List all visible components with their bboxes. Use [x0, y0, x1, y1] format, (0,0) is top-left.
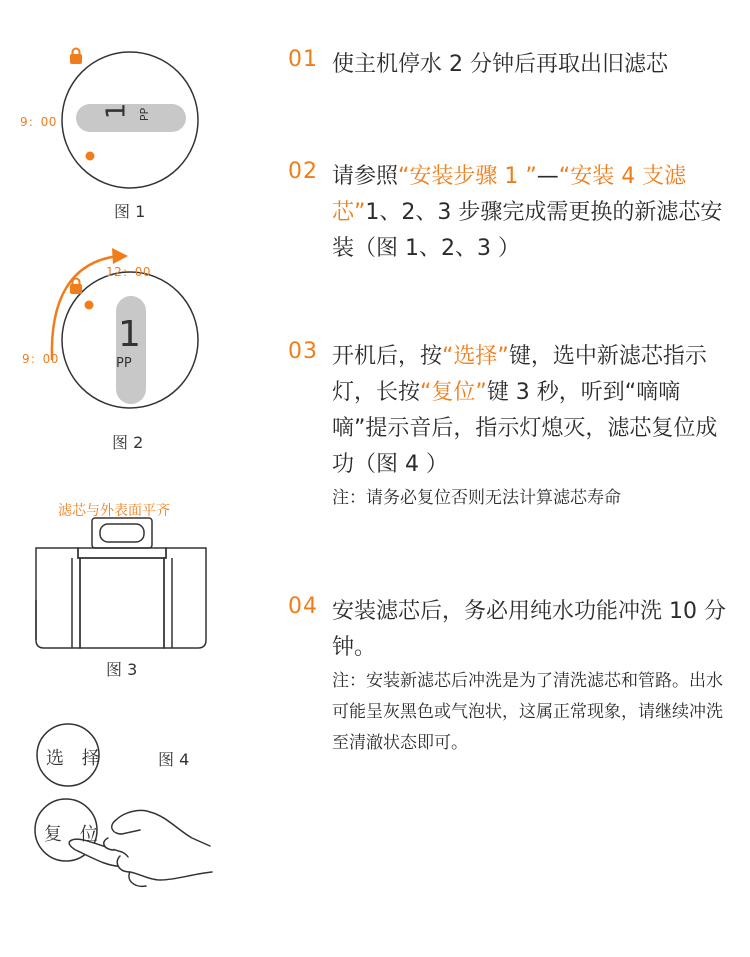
step-03-highlight-2: “复位”: [420, 380, 487, 405]
step-02-highlight-1: “安装步骤 1 ”: [398, 164, 537, 189]
step-01-text: 使主机停水 2 分钟后再取出旧滤芯: [332, 52, 668, 77]
step-number: 04: [288, 594, 318, 619]
step-number: 03: [288, 339, 318, 364]
step-03-highlight-1: “选择”: [442, 344, 509, 369]
step-text: [332, 159, 728, 267]
step-04-note: 注：安装新滤芯后冲洗是为了清洗滤芯和管路。出水可能呈灰黑色或气泡状，这属正常现象，请继续冲洗至清澈状态即可。: [332, 671, 723, 753]
fig1-display-pp: PP: [138, 107, 152, 122]
fig4-label: 图 4: [158, 750, 190, 769]
step-03-text-3: 键 3 秒，听到“嘀嘀嘀”提示音后，指示灯熄灭，滤芯复位成功（图 4 ）: [332, 380, 718, 477]
fig2-display-digit: 1: [118, 314, 141, 355]
fig1-time-label: 9：00: [20, 115, 57, 129]
step-number: 02: [288, 159, 318, 184]
fig1-label: 图 1: [114, 202, 146, 221]
step-02-text-1: 请参照: [332, 164, 399, 189]
step-03-text-2: 键，选中新滤芯指示灯，长按: [332, 344, 707, 405]
reset-button[interactable]: 复 位: [44, 824, 104, 845]
step-number: 01: [288, 47, 318, 72]
figure-4-drawing: [0, 0, 260, 900]
fig2-time-left: 9：00: [22, 352, 59, 366]
fig1-display-digit: 1: [101, 102, 132, 120]
fig2-time-top: 12：00: [106, 265, 152, 279]
fig2-label: 图 2: [112, 433, 144, 452]
step-03-text-1: 开机后，按: [332, 344, 443, 369]
step-02-highlight-2: “安装 4 支滤芯”: [332, 164, 687, 225]
step-text: [332, 594, 728, 759]
step-02-text-2: —: [536, 164, 559, 189]
step-text: [332, 339, 728, 514]
fig2-display-pp: PP: [116, 356, 132, 371]
fig3-align-label: 滤芯与外表面平齐: [58, 503, 170, 519]
step-04-text: 安装滤芯后，务必用纯水功能冲洗 10 分钟。: [332, 599, 726, 660]
select-button[interactable]: 选 择: [46, 748, 106, 769]
fig3-label: 图 3: [106, 660, 138, 679]
step-03-note: 注：请务必复位否则无法计算滤芯寿命: [332, 488, 621, 508]
step-text: [332, 47, 728, 83]
step-02-text-3: 1、2、3 步骤完成需更换的新滤芯安装（图 1、2、3 ）: [332, 200, 723, 261]
